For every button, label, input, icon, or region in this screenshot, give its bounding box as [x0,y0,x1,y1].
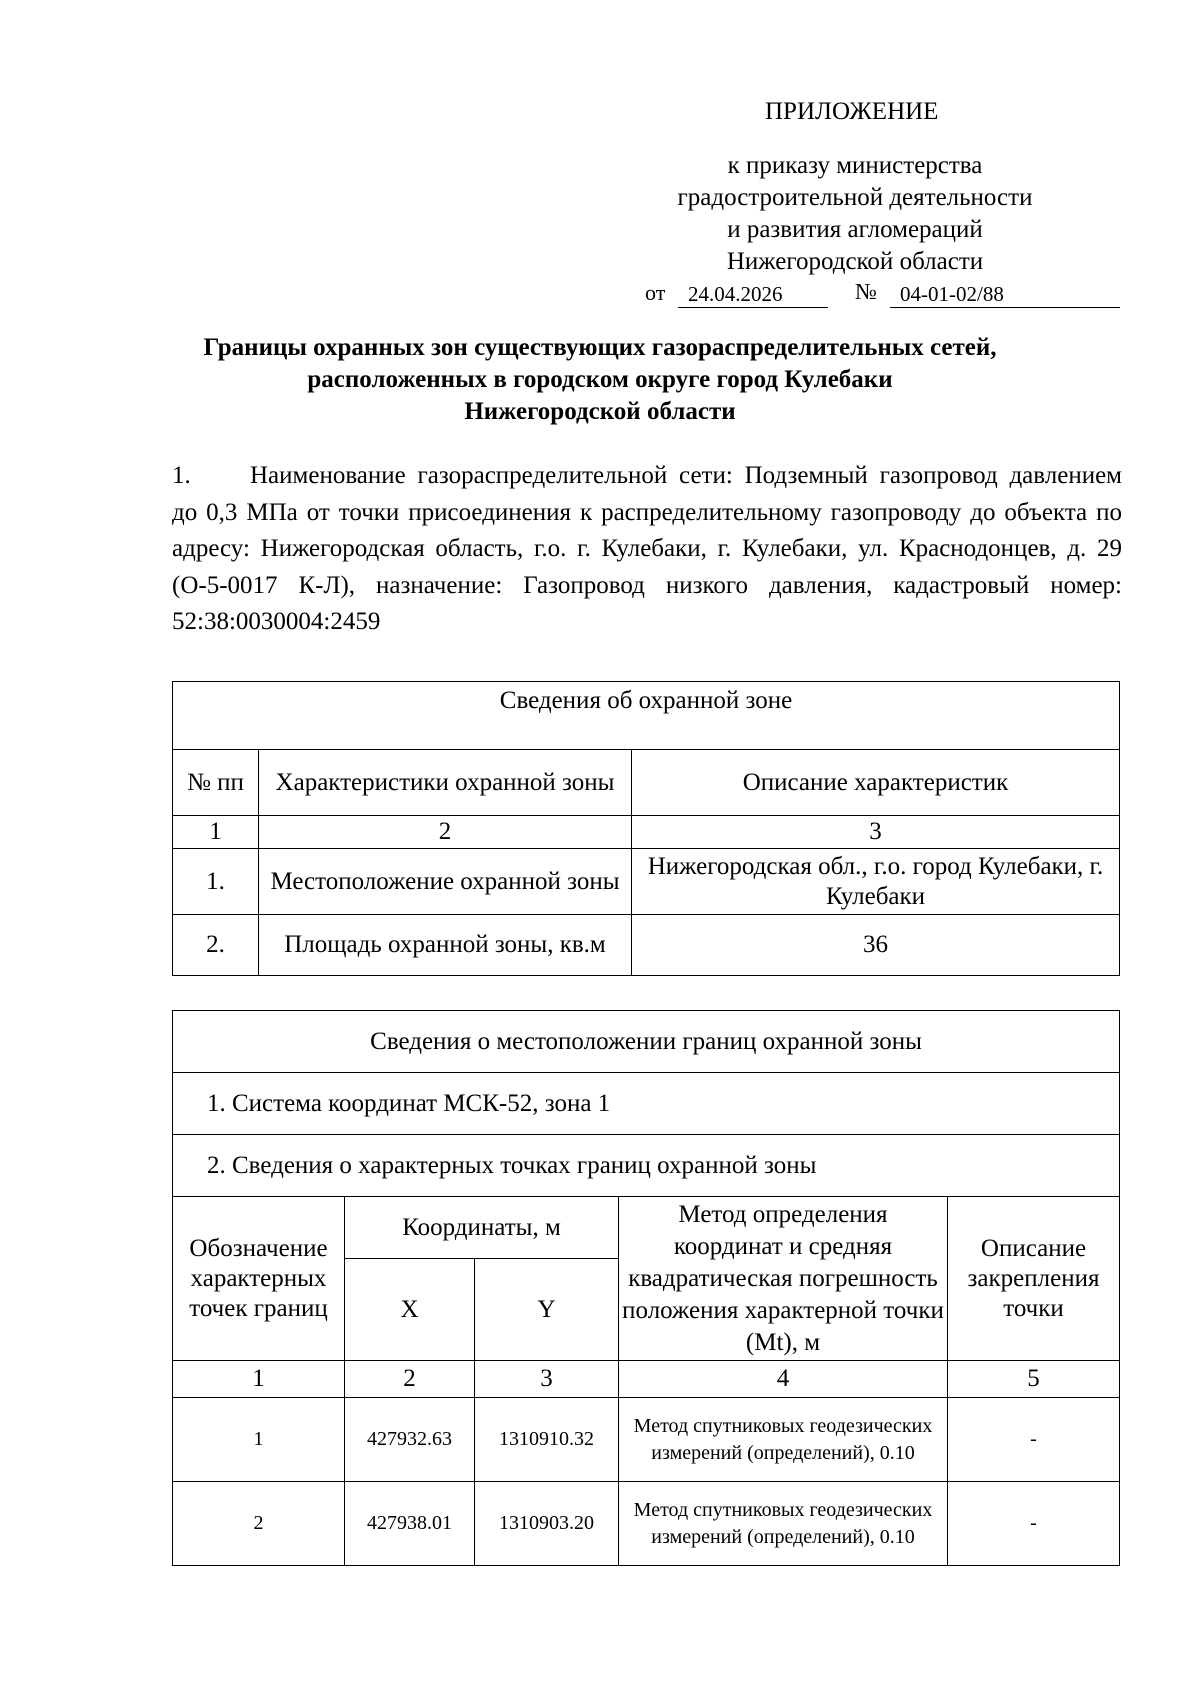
appendix-title: ПРИЛОЖЕНИЕ [765,98,939,125]
table-cell: Нижегородская обл., г.о. город Кулебаки, г. Кулебаки [632,849,1120,915]
table-cell: - [948,1398,1120,1482]
appendix-line: к приказу министерства [727,152,983,179]
header-cell: Описание закрепления точки [948,1197,1120,1361]
index-cell: 3 [475,1361,619,1398]
table-row [173,1135,1120,1197]
coordinate-system: 1. Система координат МСК-52, зона 1 [173,1073,1120,1135]
table-cell: Местоположение охранной зоны [259,849,632,915]
table-row [173,915,1120,976]
document-title-line: Границы охранных зон существующих газораспределительных сетей, [203,334,997,361]
index-cell: 2 [345,1361,475,1398]
appendix-line: Нижегородской области [726,248,984,275]
item-text: Наименование газораспределительной сети: Подземный газопровод давлением до 0,3 МПа от точки присоединения к распределительному газопроводу до объекта по адресу: Нижегородская область, г.о. г. Кулебаки, г. Кулебаки, ул. Краснодонцев, д. 29 (О-5-0017 К-Л), назначение: Газопровод низкого давления, кадастровый номер: 52:38:0030004:2459 [172,462,1122,635]
table-row [173,1482,1120,1566]
index-cell: 1 [173,816,259,849]
appendix-subtitle [645,150,1065,278]
header-cell: Обозначение характерных точек границ [173,1197,345,1361]
table-row [173,849,1120,915]
header-cell: X [345,1259,475,1361]
document-title-line: Нижегородской области [464,398,736,425]
table-cell: 2. [173,915,259,976]
table-cell: 427932.63 [345,1398,475,1482]
number-prefix: № [855,279,877,304]
table-cell: Метод спутниковых геодезических измерений (определений), 0.10 [619,1398,948,1482]
table-row [173,816,1120,849]
order-number: 04-01-02/88 [890,281,1120,308]
header-cell: Метод определения координат и средняя квадратическая погрешность положения характерной точки (Mt), м [619,1197,948,1361]
header-cell: Координаты, м [345,1197,619,1259]
index-cell: 3 [632,816,1120,849]
document-title [150,332,1050,428]
table-row [173,1011,1120,1073]
points-section-title: 2. Сведения о характерных точках границ охранной зоны [173,1135,1120,1197]
index-cell: 1 [173,1361,345,1398]
header-cell: Характеристики охранной зоны [259,750,632,816]
header-cell: Описание характеристик [632,750,1120,816]
boundaries-table [172,1010,1120,1566]
zone-info-table [172,681,1120,976]
index-cell: 4 [619,1361,948,1398]
table-cell: 427938.01 [345,1482,475,1566]
item-number: 1. [172,462,191,489]
table-row [173,1073,1120,1135]
table-cell: Площадь охранной зоны, кв.м [259,915,632,976]
table-cell: Метод спутниковых геодезических измерений (определений), 0.10 [619,1482,948,1566]
order-date: 24.04.2026 [678,281,828,308]
table-row [173,1361,1120,1398]
table-cell: 2 [173,1482,345,1566]
header-cell: № пп [173,750,259,816]
table-cell: 1310903.20 [475,1482,619,1566]
table-cell: - [948,1482,1120,1566]
appendix-line: и развития агломераций [727,216,983,243]
table-row [173,1197,1120,1259]
index-cell: 2 [259,816,632,849]
table-row [173,750,1120,816]
index-cell: 5 [948,1361,1120,1398]
table-cell: 1310910.32 [475,1398,619,1482]
table-row [173,1398,1120,1482]
table-cell: 1. [173,849,259,915]
boundaries-table-title: Сведения о местоположении границ охранной зоны [173,1011,1120,1073]
appendix-line: градостроительной деятельности [677,184,1033,211]
table-cell: 36 [632,915,1120,976]
document-title-line: расположенных в городском округе город Кулебаки [307,366,893,393]
date-prefix: от [645,280,666,305]
zone-table-title: Сведения об охранной зоне [173,682,1120,750]
network-description [172,458,1122,641]
header-cell: Y [475,1259,619,1361]
table-cell: 1 [173,1398,345,1482]
table-row [173,682,1120,750]
